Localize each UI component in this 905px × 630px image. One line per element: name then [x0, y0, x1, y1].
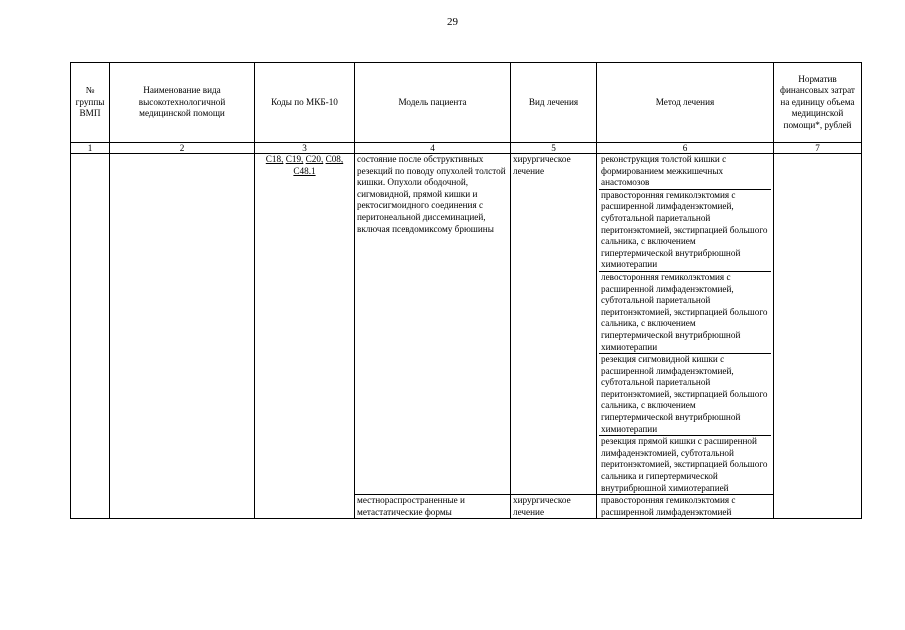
column-number: 2	[110, 143, 255, 154]
cost-standard-cell	[774, 154, 862, 519]
treatment-method-cell	[597, 154, 774, 495]
icd-code: C08,	[325, 154, 344, 164]
icd-code: C48.1	[293, 165, 316, 176]
table-row	[71, 154, 862, 495]
treatment-method: левосторонняя гемиколэктомия с расширенной лимфаденэктомией, субтотальной париетальной перитонэктомией, экстирпацией большого сальника, с включением гипертермической внутрибрюшной химиотерапии	[599, 272, 771, 354]
treatment-method: реконструкция толстой кишки с формированием межкишечных анастомозов	[599, 154, 771, 190]
column-number: 7	[774, 143, 862, 154]
treatment-type-cell: хирургическое лечение	[511, 495, 597, 519]
treatment-type-cell: хирургическое лечение	[511, 154, 597, 495]
patient-model-cell: состояние после обструктивных резекций по поводу опухолей толстой кишки. Опухоли ободочной, сигмовидной, прямой кишки и ректосигмоидного соединения с перитонеальной диссеминацией, включая псевдомиксому брюшины	[355, 154, 511, 495]
header-treatment-type: Вид лечения	[511, 63, 597, 143]
column-number-row	[71, 143, 862, 154]
header-cost-standard: Норматив финансовых затрат на единицу объема медицинской помощи*, рублей	[774, 63, 862, 143]
treatment-method: правосторонняя гемиколэктомия с расширенной лимфаденэктомией, субтотальной париетальной перитонэктомией, экстирпацией большого сальника, с включением гипертермической внутрибрюшной химиотерапии	[599, 190, 771, 272]
icd-codes-cell	[255, 154, 355, 519]
icd-code: C20,	[305, 154, 324, 164]
treatment-method: правосторонняя гемиколэктомия с расширенной лимфаденэктомией	[601, 495, 736, 517]
header-group-number: № группы ВМП	[71, 63, 110, 143]
column-number: 4	[355, 143, 511, 154]
header-row	[71, 63, 862, 143]
header-icd-codes: Коды по МКБ-10	[255, 63, 355, 143]
patient-model-cell: местнораспространенные и метастатические формы	[355, 495, 511, 519]
icd-code: C18,	[265, 154, 284, 164]
header-treatment-method: Метод лечения	[597, 63, 774, 143]
icd-code: C19,	[285, 154, 304, 164]
header-care-type: Наименование вида высокотехнологичной медицинской помощи	[110, 63, 255, 143]
treatment-method: резекция прямой кишки с расширенной лимфаденэктомией, субтотальной перитонэктомией, экстирпацией большого сальника и гипертермической внутрибрюшной химиотерапией	[601, 436, 768, 493]
column-number: 6	[597, 143, 774, 154]
column-number: 1	[71, 143, 110, 154]
page-number: 29	[447, 16, 458, 28]
column-number: 3	[255, 143, 355, 154]
treatment-method: резекция сигмовидной кишки с расширенной лимфаденэктомией, субтотальной париетальной перитонэктомией, экстирпацией большого сальника, с включением гипертермической внутрибрюшной химиотерапии	[599, 354, 771, 436]
treatment-method-cell	[597, 495, 774, 519]
group-number-cell	[71, 154, 110, 519]
vmp-table	[70, 62, 862, 519]
column-number: 5	[511, 143, 597, 154]
care-type-cell	[110, 154, 255, 519]
header-patient-model: Модель пациента	[355, 63, 511, 143]
